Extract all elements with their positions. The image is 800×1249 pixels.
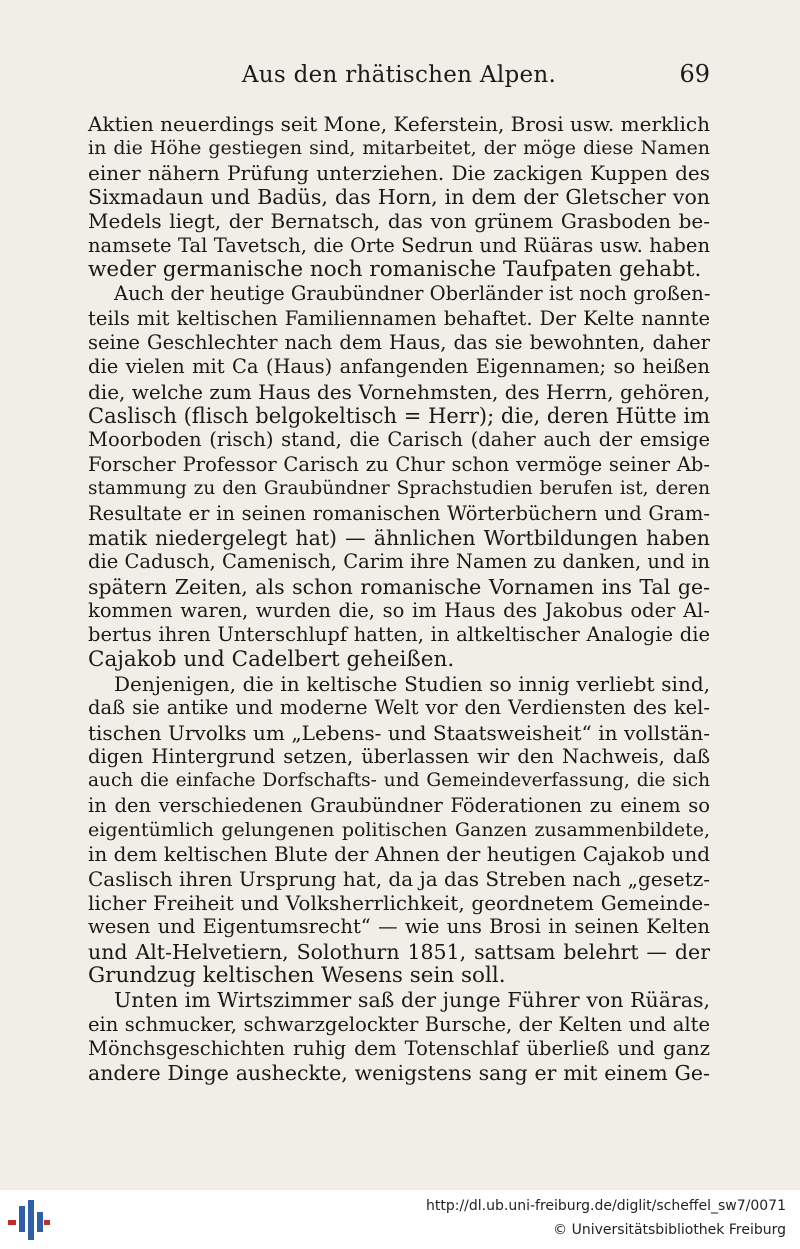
text-line: seine Geschlechter nach dem Haus, das sie bewohnten, daher — [88, 331, 710, 355]
text-line: Caslisch ihren Ursprung hat, da ja das Streben nach „gesetz- — [88, 866, 711, 891]
text-line: Grundzug keltischen Wesens sein soll. — [88, 963, 506, 989]
text-line: die, welche zum Haus des Vornehmsten, des Herrn, gehören, — [88, 379, 711, 404]
page-number: 69 — [679, 60, 710, 88]
text-line: kommen waren, wurden die, so im Haus des Jakobus oder Al- — [88, 598, 710, 622]
text-line: in dem keltischen Blute der Ahnen der heutigen Cajakob und — [88, 842, 710, 867]
text-line: namsete Tal Tavetsch, die Orte Sedrun und Rüäras usw. haben — [88, 233, 710, 257]
text-line: stammung zu den Graubündner Sprachstudien berufen ist, deren — [88, 478, 710, 500]
body-text — [88, 112, 710, 1086]
text-line: einer nähern Prüfung unterziehen. Die zackigen Kuppen des — [88, 160, 710, 185]
text-line: tischen Urvolks um „Lebens- und Staatsweisheit“ in vollstän- — [88, 720, 710, 745]
paragraph-start-line: Auch der heutige Graubündner Oberländer ist noch großen- — [114, 282, 711, 306]
text-line: die vielen mit Ca (Haus) anfangenden Eigennamen; so heißen — [88, 355, 710, 379]
text-line: spätern Zeiten, als schon romanische Vornamen ins Tal ge- — [88, 574, 710, 599]
text-line: die Cadusch, Camenisch, Carim ihre Namen zu danken, und in — [88, 550, 710, 574]
text-line: bertus ihren Unterschlupf hatten, in altkeltischer Analogie die — [88, 623, 710, 647]
running-head — [88, 60, 710, 94]
text-line: auch die einfache Dorfschafts- und Gemeindeverfassung, die sich — [88, 770, 710, 792]
text-line: Sixmadaun und Badüs, das Horn, in dem der Gletscher von — [88, 185, 710, 210]
text-line: digen Hintergrund setzen, überlassen wir den Nachweis, daß — [88, 744, 710, 768]
text-line: wesen und Eigentumsrecht“ — wie uns Brosi in seinen Kelten — [88, 915, 710, 939]
paragraph-start-line: Denjenigen, die in keltische Studien so innig verliebt sind, — [114, 671, 710, 696]
text-line: eigentümlich gelungenen politischen Ganzen zusammenbildete, — [88, 818, 710, 841]
text-line: andere Dinge ausheckte, wenigstens sang er mit einem Ge- — [88, 1061, 710, 1086]
ub-freiburg-logo-icon[interactable] — [8, 1200, 50, 1240]
text-line: Mönchsgeschichten ruhig dem Totenschlaf überließ und ganz — [88, 1037, 710, 1061]
text-line: Caslisch (flisch belgokeltisch = Herr); die, deren Hütte im — [88, 404, 710, 429]
text-line: Moorboden (risch) stand, die Carisch (daher auch der emsige — [88, 428, 710, 452]
running-title: Aus den rhätischen Alpen. — [241, 62, 557, 88]
viewer-footer — [0, 1190, 800, 1249]
text-line: matik niedergelegt hat) — ähnlichen Wortbildungen haben — [88, 525, 710, 550]
paragraph-start-line: Unten im Wirtszimmer saß der junge Führer von Rüäras, — [114, 988, 710, 1013]
text-line: in den verschiedenen Graubündner Föderationen zu einem so — [88, 793, 710, 817]
text-line: Aktien neuerdings seit Mone, Keferstein, Brosi usw. merklich — [88, 112, 710, 136]
text-line: Cajakob und Cadelbert geheißen. — [88, 646, 455, 672]
text-line: Resultate er in seinen romanischen Wörterbüchern und Gram- — [88, 501, 710, 525]
source-url-link[interactable]: http://dl.ub.uni-freiburg.de/diglit/scheffel_sw7/0071 — [426, 1198, 786, 1214]
text-line: Medels liegt, der Bernatsch, das von grünem Grasboden be- — [88, 209, 710, 234]
text-line: daß sie antike und moderne Welt vor den Verdiensten des kel- — [88, 696, 710, 720]
text-line: Forscher Professor Carisch zu Chur schon vermöge seiner Ab- — [88, 452, 710, 476]
text-line: teils mit keltischen Familiennamen behaftet. Der Kelte nannte — [88, 306, 710, 330]
text-line: ein schmucker, schwarzgelockter Bursche, der Kelten und alte — [88, 1012, 710, 1036]
text-line: in die Höhe gestiegen sind, mitarbeitet, der möge diese Namen — [88, 137, 710, 160]
copyright-credit: © Universitätsbibliothek Freiburg — [553, 1222, 786, 1238]
text-line: und Alt-Helvetiern, Solothurn 1851, sattsam belehrt — der — [88, 939, 710, 964]
text-line: weder germanische noch romanische Taufpaten gehabt. — [88, 257, 702, 283]
text-line: licher Freiheit und Volksherrlichkeit, geordnetem Gemeinde- — [88, 891, 710, 915]
